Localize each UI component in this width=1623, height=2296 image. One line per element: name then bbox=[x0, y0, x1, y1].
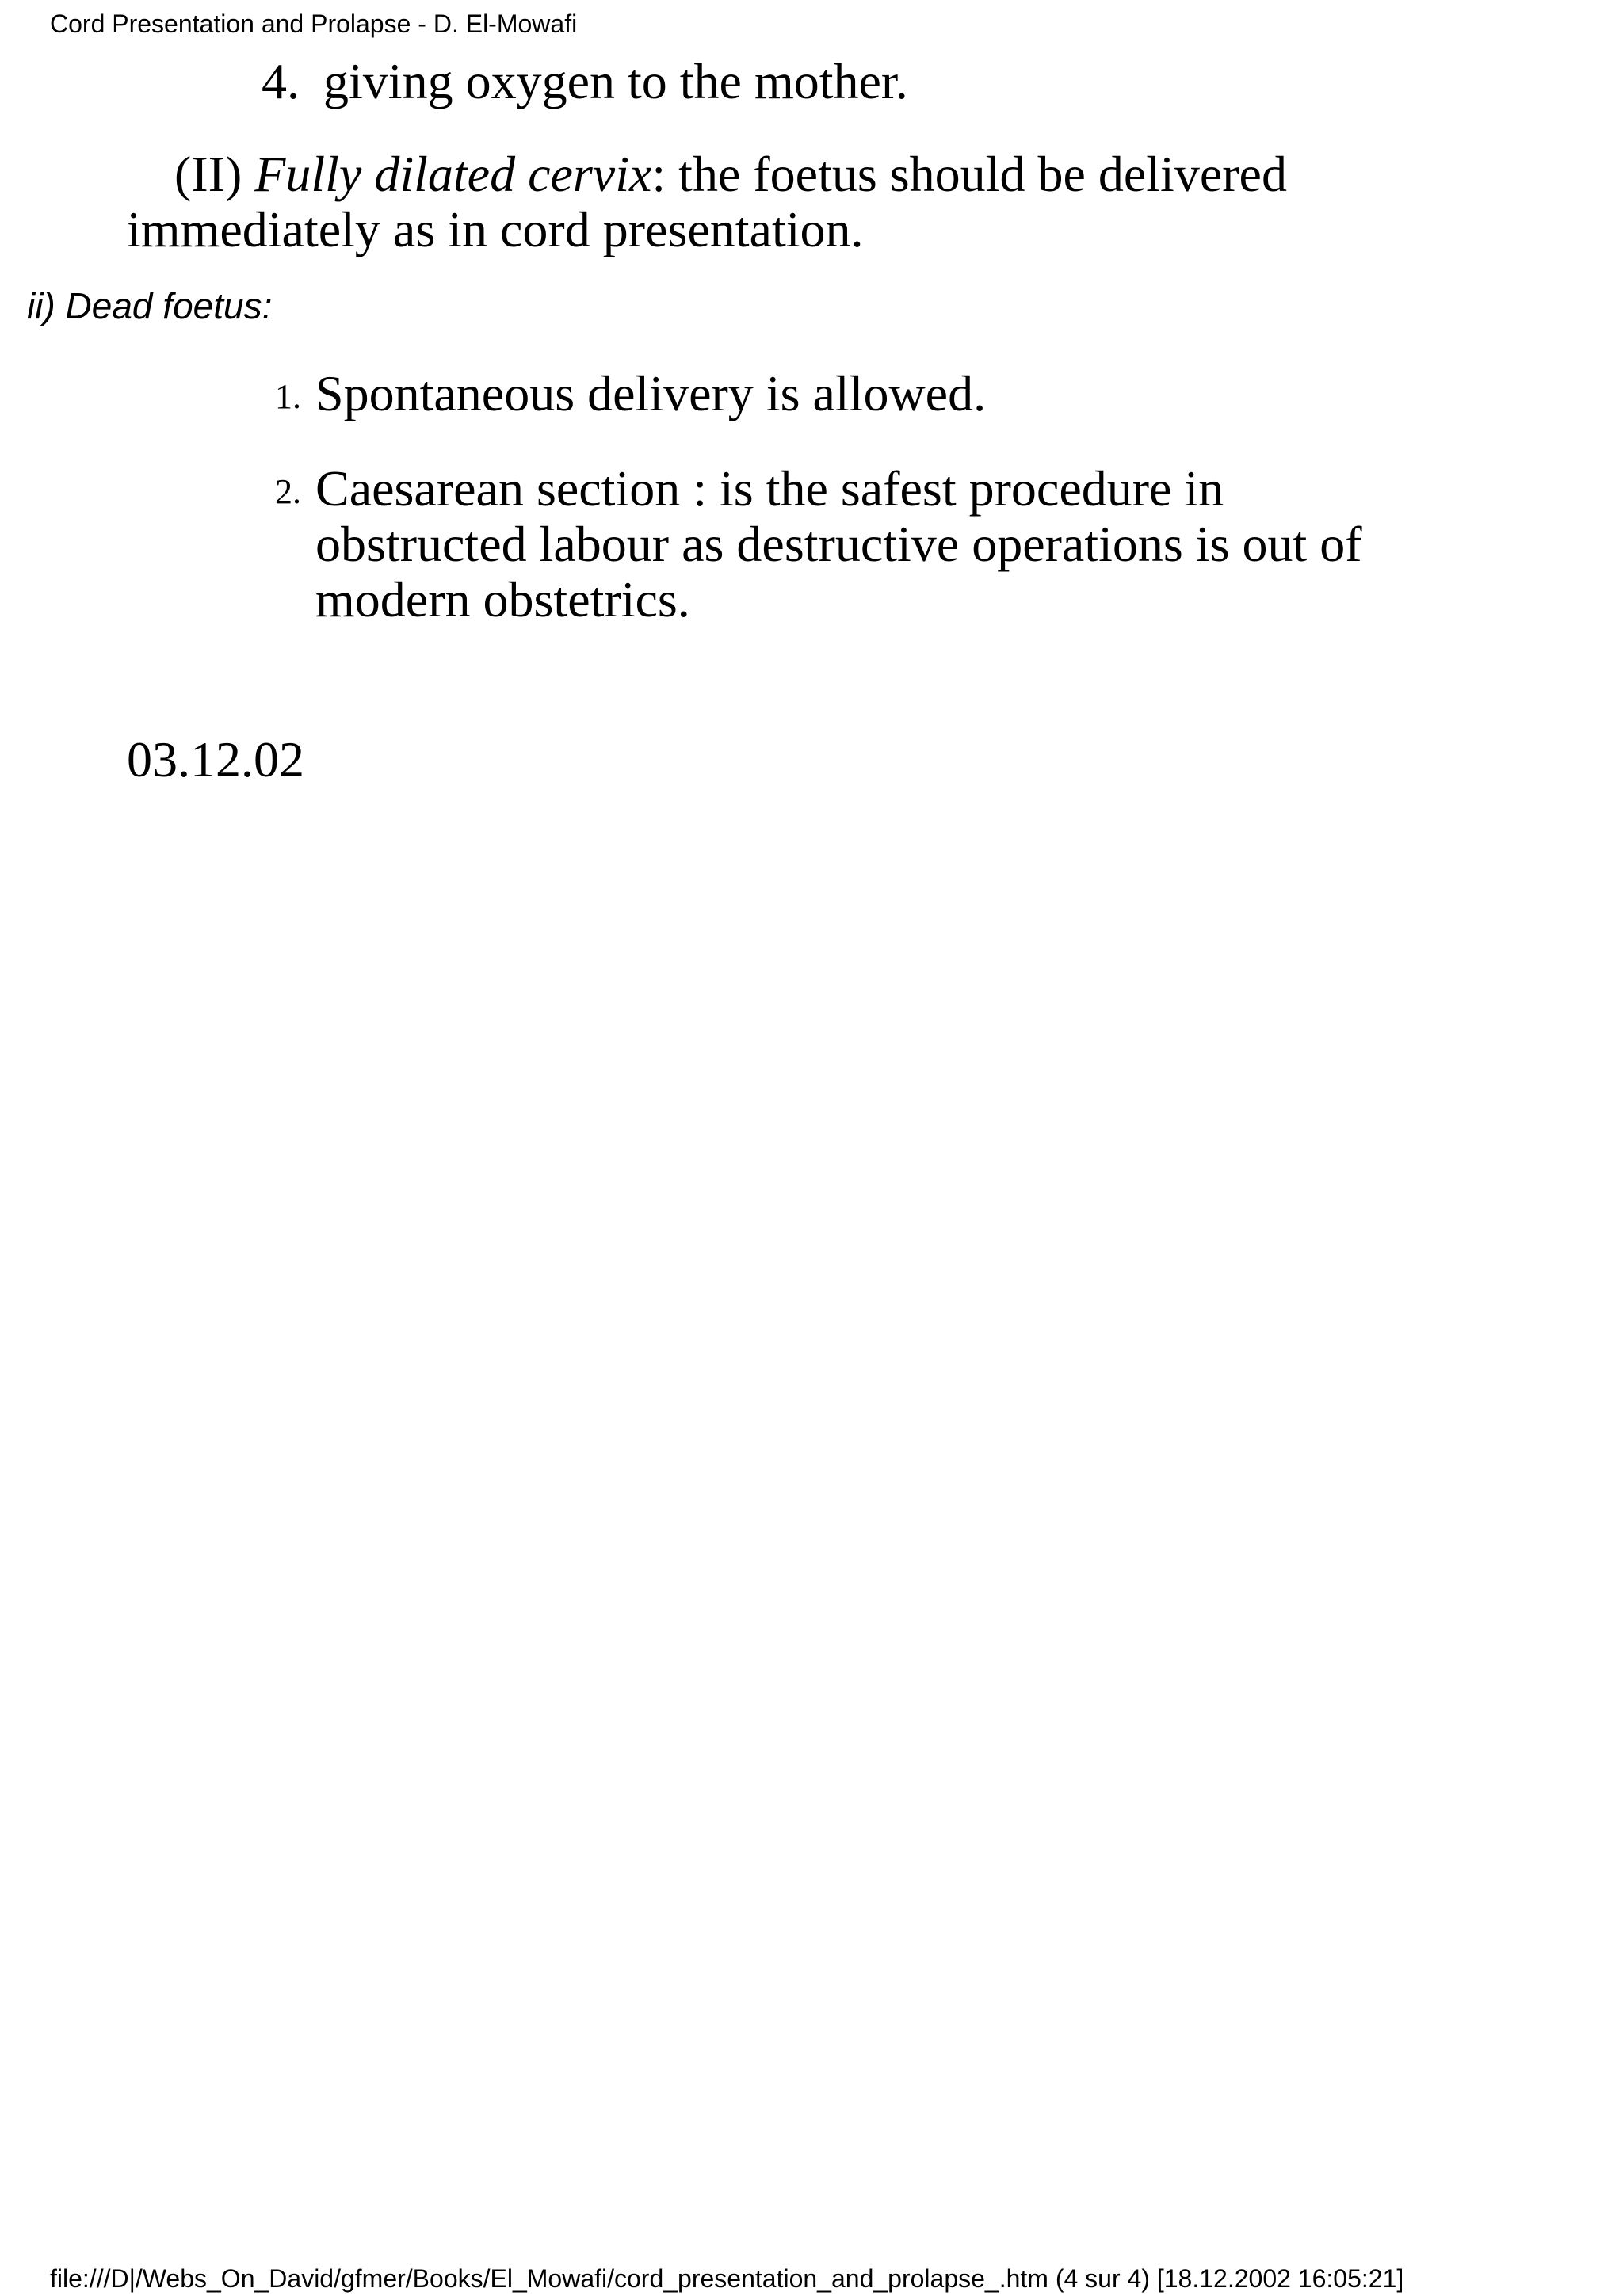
list-item-line: modern obstetrics. bbox=[315, 571, 690, 627]
paragraph-prefix: (II) bbox=[174, 146, 255, 202]
list-item-text bbox=[315, 366, 986, 425]
list-item-text: giving oxygen to the mother. bbox=[323, 53, 908, 109]
subheading-dead-foetus: ii) Dead foetus: bbox=[27, 285, 273, 326]
page-footer-path: file:///D|/Webs_On_David/gfmer/Books/El_Mowafi/cord_presentation_and_prolapse_.htm (4 sur 4) [18.12.2002 16:05:21] bbox=[50, 2264, 1404, 2293]
paragraph-line-2: immediately as in cord presentation. bbox=[127, 201, 864, 257]
list-item-4 bbox=[262, 54, 908, 109]
list-item-line: Spontaneous delivery is allowed. bbox=[315, 365, 987, 421]
page-header-title: Cord Presentation and Prolapse - D. El-Mowafi bbox=[50, 10, 578, 38]
list-item-marker: 1. bbox=[275, 377, 301, 416]
paragraph-rest: : the foetus should be delivered bbox=[651, 146, 1287, 202]
list-item-number: 4. bbox=[262, 53, 300, 109]
document-date: 03.12.02 bbox=[127, 731, 304, 788]
list-item-marker: 2. bbox=[275, 472, 301, 511]
list-item-line: obstructed labour as destructive operations is out of bbox=[315, 516, 1362, 572]
list-item-text bbox=[315, 461, 1362, 627]
ordered-list bbox=[269, 366, 1362, 664]
paragraph-italic-term: Fully dilated cervix bbox=[254, 146, 652, 202]
list-item-line: Caesarean section : is the safest procedure in bbox=[315, 460, 1224, 517]
list-item bbox=[269, 366, 1362, 425]
list-item bbox=[269, 461, 1362, 627]
paragraph-fully-dilated-cervix bbox=[127, 147, 1287, 257]
paragraph-line-1 bbox=[127, 147, 1287, 202]
